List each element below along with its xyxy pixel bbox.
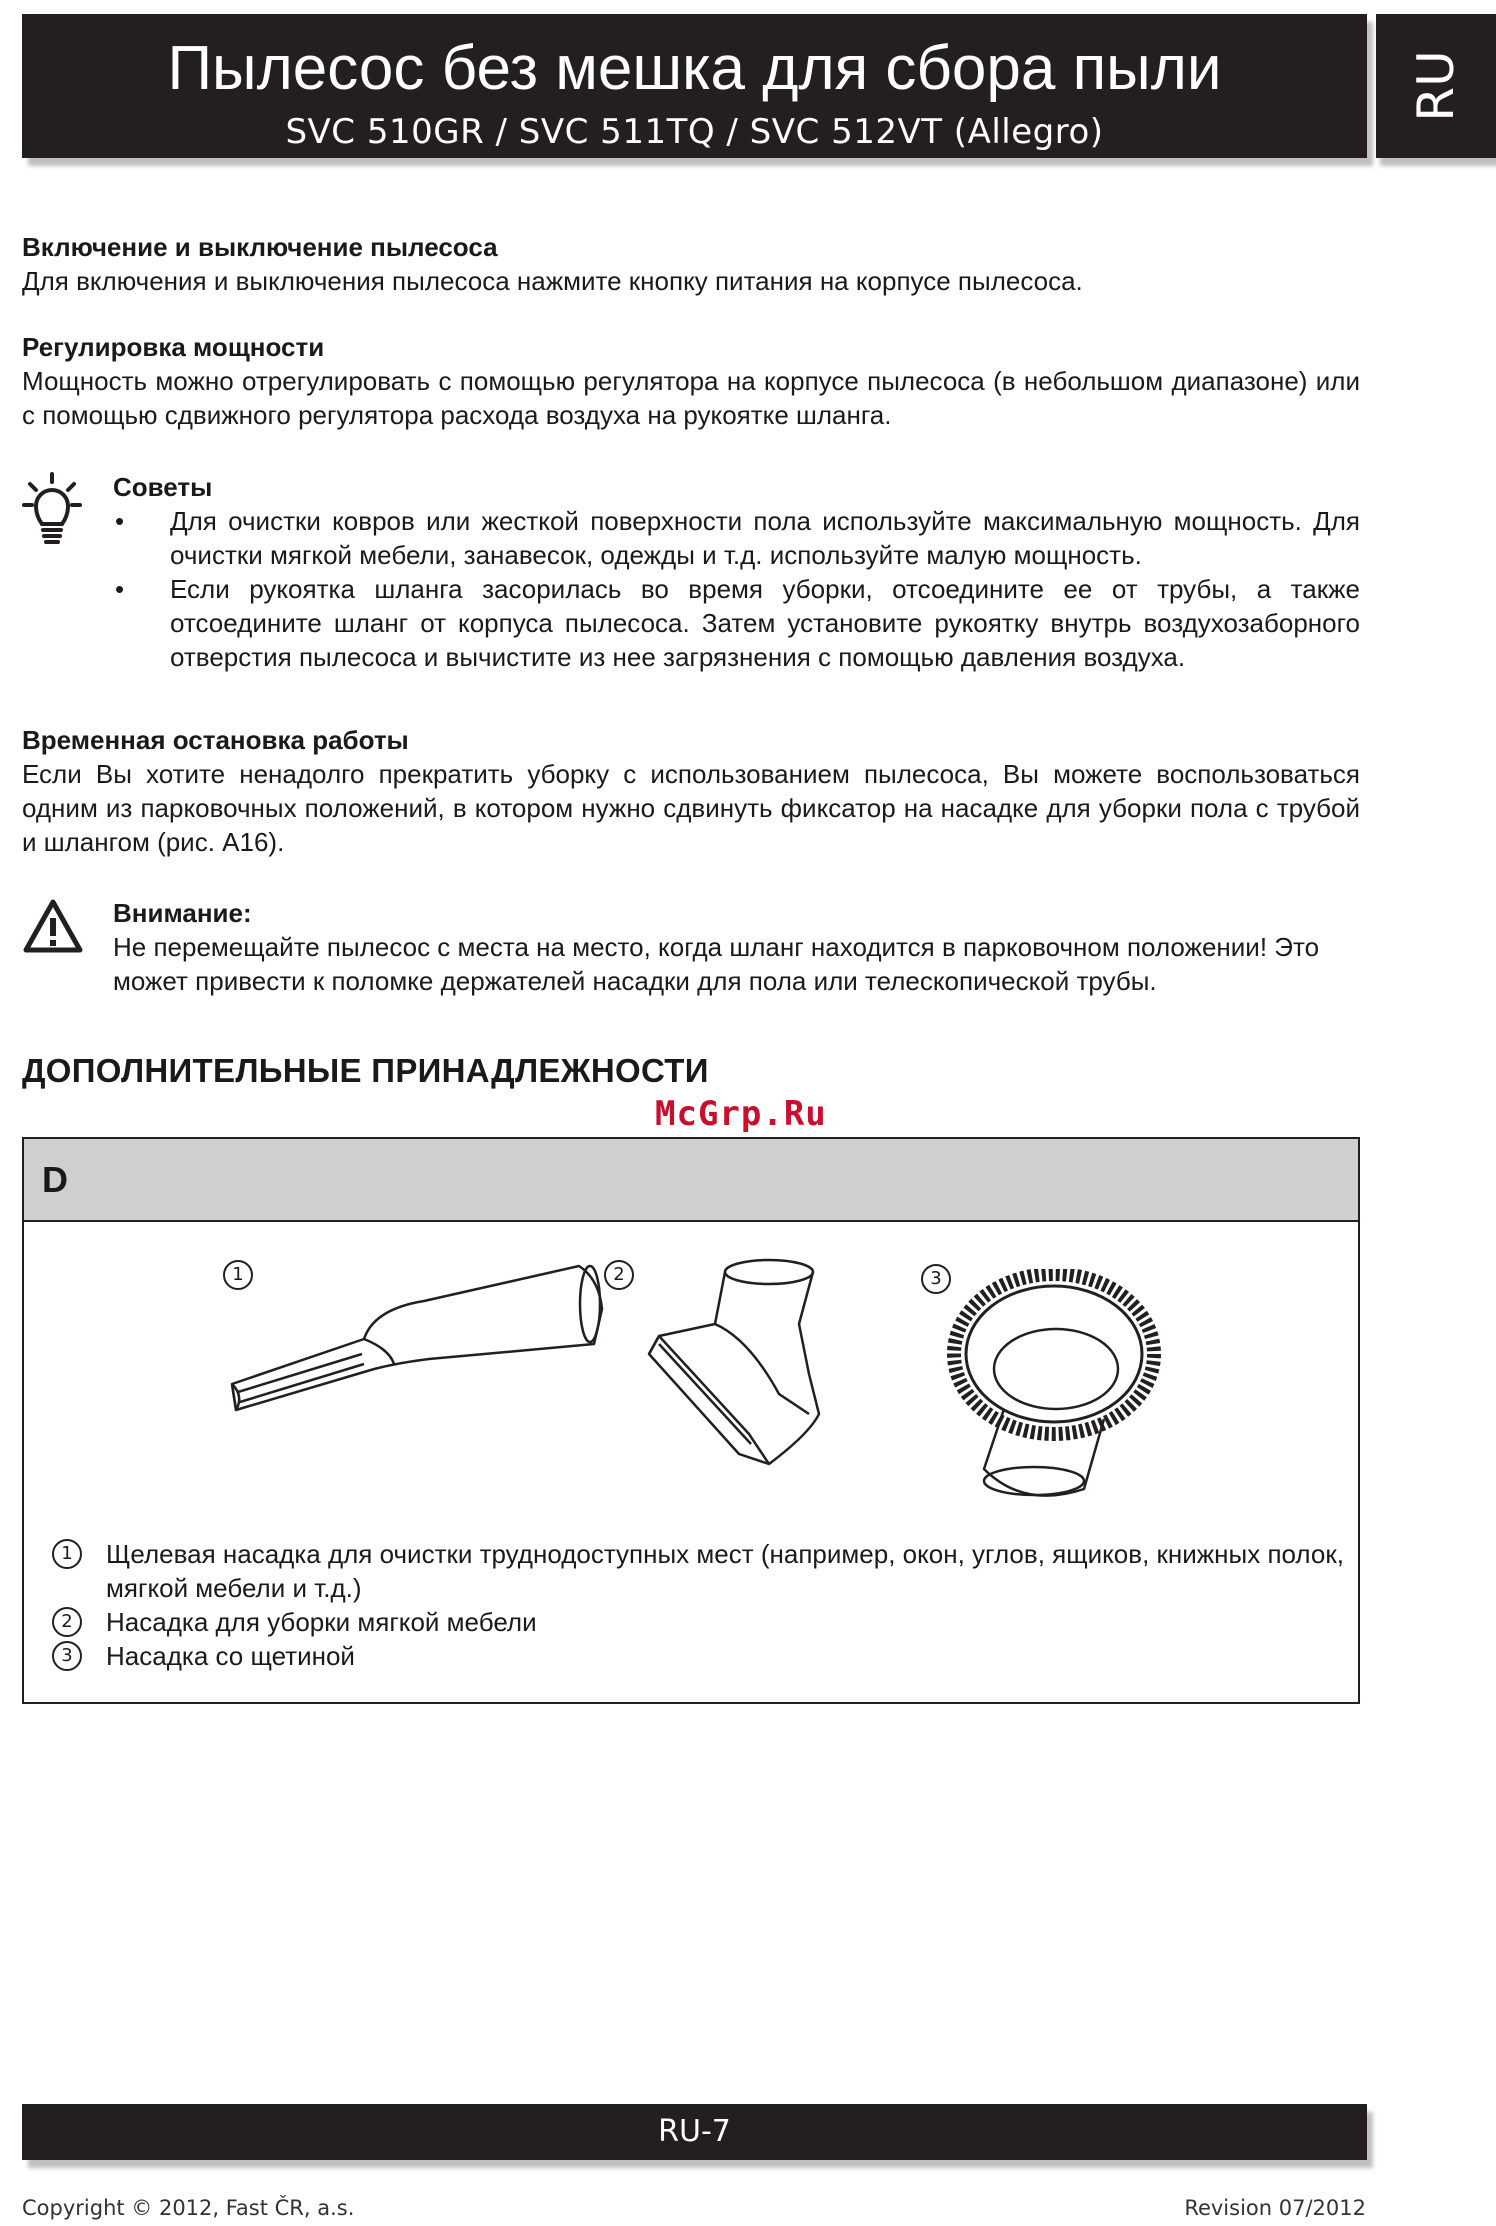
page-number: RU-7 [22, 2104, 1367, 2160]
section-regulation [22, 330, 1360, 432]
legend-text: Насадка для уборки мягкой мебели [106, 1607, 537, 1637]
accessories-heading: ДОПОЛНИТЕЛЬНЫЕ ПРИНАДЛЕЖНОСТИ [22, 1052, 709, 1089]
tips-heading: Советы [113, 472, 213, 502]
section-power-text: Для включения и выключения пылесоса нажмите кнопку питания на корпусе пылесоса. [22, 266, 1083, 296]
revision: Revision 07/2012 [1184, 2196, 1366, 2220]
bristle-brush-illustration [954, 1274, 1154, 1496]
tips-block [113, 470, 1360, 674]
warning-block [113, 896, 1360, 998]
legend-text: Насадка со щетиной [106, 1641, 355, 1671]
section-regulation-heading: Регулировка мощности [22, 332, 325, 362]
warning-heading: Внимание: [113, 898, 252, 928]
figure-header [24, 1139, 1358, 1222]
watermark: McGrp.Ru [655, 1094, 827, 1134]
section-pause-text: Если Вы хотите ненадолго прекратить уборку с использованием пылесоса, Вы можете воспользоваться одним из парковочных положений, в котором нужно сдвинуть фиксатор на насадке для уборки пола с трубой и шлангом (рис. A16). [22, 759, 1360, 857]
section-pause-heading: Временная остановка работы [22, 725, 409, 755]
section-power-heading: Включение и выключение пылесоса [22, 232, 498, 262]
tip-item: • Если рукоятка шланга засорилась во время уборки, отсоедините ее от трубы, а также отсоедините шланг от корпуса пылесоса. Затем установите рукоятку внутрь воздухозаборного отверстия пылесоса и вычистите из нее загрязнения с помощью давления воздуха. [113, 572, 1360, 674]
callout-number: 2 [604, 1260, 634, 1290]
crevice-nozzle-illustration [214, 1254, 614, 1434]
callout-number: 1 [223, 1260, 253, 1290]
section-power [22, 230, 1360, 298]
upholstery-nozzle-illustration [649, 1260, 819, 1464]
legend-item [24, 1605, 1358, 1639]
legend-item [24, 1537, 1358, 1605]
page-title: Пылесос без мешка для сбора пыли [167, 34, 1222, 103]
accessories-legend [24, 1537, 1358, 1673]
language-tab [1376, 14, 1496, 158]
legend-text: Щелевая насадка для очистки труднодоступных мест (например, окон, углов, ящиков, книжных полок, мягкой мебели и т.д.) [106, 1539, 1344, 1603]
lightbulb-icon [22, 472, 82, 546]
legend-number: 1 [52, 1539, 82, 1569]
language-label: RU [1407, 50, 1465, 122]
section-pause [22, 723, 1360, 859]
copyright: Copyright © 2012, Fast ČR, a.s. [22, 2196, 355, 2220]
model-subtitle: SVC 510GR / SVC 511TQ / SVC 512VT (Allegro) [285, 112, 1104, 152]
warning-triangle-icon [22, 898, 84, 954]
legend-number: 3 [52, 1641, 82, 1671]
legend-number: 2 [52, 1607, 82, 1637]
warning-text: Не перемещайте пылесос с места на место, когда шланг находится в парковочном положении! Это может привести к поломке держателей насадки для пола или телескопической трубы. [113, 932, 1320, 996]
section-regulation-text: Мощность можно отрегулировать с помощью регулятора на корпусе пылесоса (в небольшом диапазоне) или с помощью сдвижного регулятора расхода воздуха на рукоятке шланга. [22, 366, 1360, 430]
title-banner [22, 14, 1367, 158]
legend-item [24, 1639, 1358, 1673]
figure-label: D [42, 1159, 68, 1200]
tips-list [113, 504, 1360, 674]
callout-number: 3 [921, 1264, 951, 1294]
tip-item: • Для очистки ковров или жесткой поверхности пола используйте максимальную мощность. Для очистки мягкой мебели, занавесок, одежды и т.д. используйте малую мощность. [113, 504, 1360, 572]
accessories-figure [22, 1137, 1360, 1704]
